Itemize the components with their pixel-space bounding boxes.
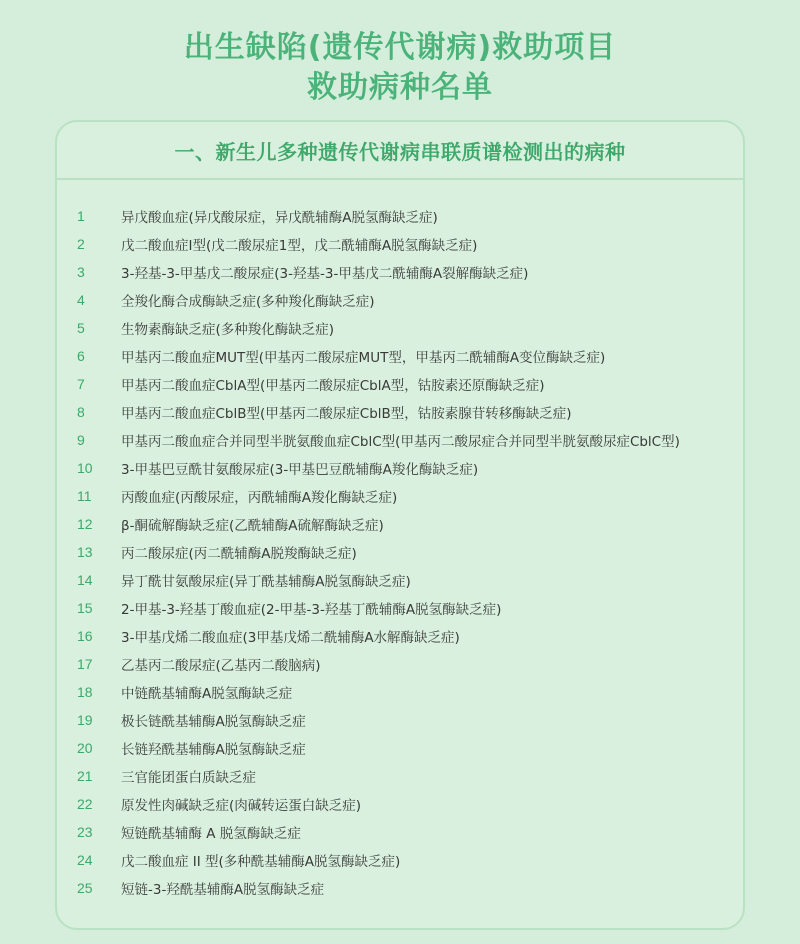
item-number: 20: [77, 740, 93, 756]
disease-name: 异戊酸血症(异戊酸尿症，异戊酰辅酶A脱氢酶缺乏症): [121, 210, 438, 226]
item-number: 19: [77, 712, 93, 728]
disease-name: 异丁酰甘氨酸尿症(异丁酰基辅酶A脱氢酶缺乏症): [121, 574, 411, 590]
disease-name: 戊二酸血症I型(戊二酸尿症1型，戊二酰辅酶A脱氢酶缺乏症): [121, 238, 478, 254]
page-subtitle: 救助病种名单: [307, 70, 493, 105]
section-header: [57, 122, 743, 180]
disease-name: 短链酰基辅酶 A 脱氢酶缺乏症: [121, 826, 301, 842]
disease-name: 3-甲基戊烯二酸血症(3甲基戊烯二酰辅酶A水解酶缺乏症): [121, 630, 460, 646]
item-number: 21: [77, 768, 93, 784]
disease-name: 丙二酸尿症(丙二酰辅酶A脱羧酶缺乏症): [121, 546, 357, 562]
item-number: 3: [77, 264, 85, 280]
disease-name: 甲基丙二酸血症MUT型(甲基丙二酸尿症MUT型，甲基丙二酰辅酶A变位酶缺乏症): [121, 350, 606, 366]
item-number: 6: [77, 348, 85, 364]
item-number: 14: [77, 572, 93, 588]
item-number: 1: [77, 208, 85, 224]
disease-name: 原发性肉碱缺乏症(肉碱转运蛋白缺乏症): [121, 798, 362, 814]
item-number: 23: [77, 824, 93, 840]
disease-name: 极长链酰基辅酶A脱氢酶缺乏症: [121, 714, 306, 730]
item-number: 17: [77, 656, 93, 672]
disease-name: 甲基丙二酸血症合并同型半胱氨酸血症CblC型(甲基丙二酸尿症合并同型半胱氨酸尿症CblC型): [121, 434, 680, 450]
list-item: [57, 510, 743, 538]
disease-list-card: [55, 120, 745, 930]
list-item: [57, 818, 743, 846]
list-item: [57, 398, 743, 426]
item-number: 7: [77, 376, 85, 392]
list-item: [57, 230, 743, 258]
disease-name: 中链酰基辅酶A脱氢酶缺乏症: [121, 686, 293, 702]
list-item: [57, 622, 743, 650]
disease-name: 全羧化酶合成酶缺乏症(多种羧化酶缺乏症): [121, 294, 375, 310]
item-number: 24: [77, 852, 93, 868]
list-item: [57, 482, 743, 510]
section-title: 一、新生儿多种遗传代谢病串联质谱检测出的病种: [174, 139, 626, 164]
list-item: [57, 734, 743, 762]
disease-name: 长链羟酰基辅酶A脱氢酶缺乏症: [121, 742, 306, 758]
disease-name: 乙基丙二酸尿症(乙基丙二酸脑病): [121, 658, 321, 674]
item-number: 15: [77, 600, 93, 616]
item-number: 18: [77, 684, 93, 700]
disease-list: [57, 202, 743, 902]
disease-name: 戊二酸血症 II 型(多种酰基辅酶A脱氢酶缺乏症): [121, 854, 401, 870]
list-item: [57, 790, 743, 818]
disease-name: 3-羟基-3-甲基戊二酸尿症(3-羟基-3-甲基戊二酰辅酶A裂解酶缺乏症): [121, 266, 529, 282]
disease-name: 三官能团蛋白质缺乏症: [121, 770, 256, 786]
item-number: 22: [77, 796, 93, 812]
list-item: [57, 258, 743, 286]
list-item: [57, 454, 743, 482]
disease-name: 生物素酶缺乏症(多种羧化酶缺乏症): [121, 322, 335, 338]
list-item: [57, 846, 743, 874]
list-item: [57, 566, 743, 594]
item-number: 4: [77, 292, 85, 308]
disease-name: 2-甲基-3-羟基丁酸血症(2-甲基-3-羟基丁酰辅酶A脱氢酶缺乏症): [121, 602, 502, 618]
item-number: 2: [77, 236, 85, 252]
item-number: 11: [77, 488, 92, 504]
list-item: [57, 314, 743, 342]
list-item: [57, 538, 743, 566]
disease-name: 甲基丙二酸血症CblA型(甲基丙二酸尿症CblA型，钴胺素还原酶缺乏症): [121, 378, 545, 394]
list-item: [57, 594, 743, 622]
item-number: 16: [77, 628, 93, 644]
item-number: 9: [77, 432, 85, 448]
list-item: [57, 874, 743, 902]
list-item: [57, 342, 743, 370]
item-number: 12: [77, 516, 93, 532]
list-item: [57, 286, 743, 314]
item-number: 5: [77, 320, 85, 336]
item-number: 8: [77, 404, 85, 420]
disease-name: 甲基丙二酸血症CblB型(甲基丙二酸尿症CblB型，钴胺素腺苷转移酶缺乏症): [121, 406, 572, 422]
list-item: [57, 706, 743, 734]
list-item: [57, 650, 743, 678]
list-item: [57, 370, 743, 398]
list-item: [57, 762, 743, 790]
page-title: 出生缺陷(遗传代谢病)救助项目: [183, 30, 617, 65]
disease-name: 短链-3-羟酰基辅酶A脱氢酶缺乏症: [121, 882, 325, 898]
disease-name: 3-甲基巴豆酰甘氨酸尿症(3-甲基巴豆酰辅酶A羧化酶缺乏症): [121, 462, 479, 478]
item-number: 25: [77, 880, 93, 896]
list-item: [57, 426, 743, 454]
item-number: 10: [77, 460, 93, 476]
item-number: 13: [77, 544, 93, 560]
disease-name: 丙酸血症(丙酸尿症，丙酰辅酶A羧化酶缺乏症): [121, 490, 398, 506]
list-item: [57, 678, 743, 706]
list-item: [57, 202, 743, 230]
disease-name: β-酮硫解酶缺乏症(乙酰辅酶A硫解酶缺乏症): [121, 518, 384, 534]
